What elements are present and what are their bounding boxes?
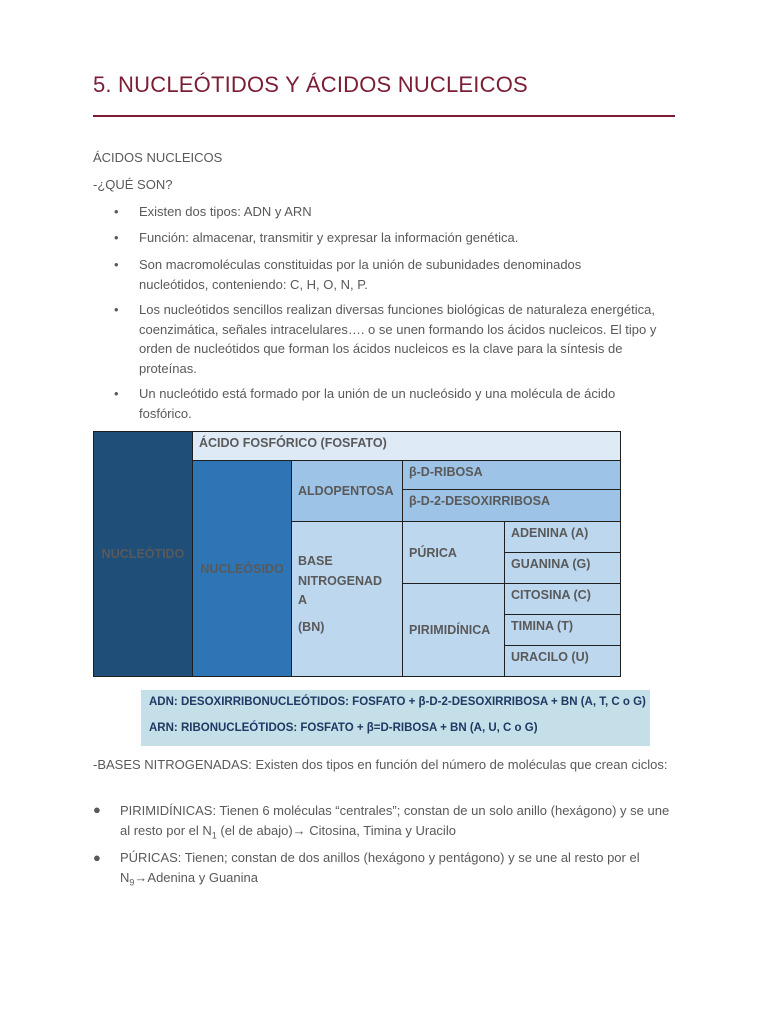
cell-nucleosido: NUCLEÓSIDO (192, 460, 292, 677)
summary-arn: ARN: RIBONUCLEÓTIDOS: FOSFATO + β=D-RIBOSA + BN (A, U, C o G) (149, 722, 538, 734)
title-rule (93, 115, 675, 117)
cell-timina: TIMINA (T) (504, 614, 621, 646)
bullet-text: Un nucleótido está formado por la unión de un nucleósido y una molécula de ácido fosfórico. (139, 386, 616, 421)
bullet-symbol: • (114, 230, 119, 245)
bullet-text: Función: almacenar, transmitir y expresar la información genética. (139, 230, 519, 245)
subscript: 9 (129, 877, 135, 888)
base-line: NITROGENAD (298, 573, 383, 588)
cell-guanina: GUANINA (G) (504, 552, 621, 584)
bases-item (120, 848, 680, 893)
bases-text: PIRIMIDÍNICAS: Tienen 6 moléculas “centrales”; constan de un solo anillo (hexágono) y se une al resto por el N (120, 803, 670, 838)
bullet-dot: ● (93, 802, 101, 817)
cell-adenina: ADENINA (A) (504, 521, 621, 553)
cell-pirimidinica: PIRIMIDÍNICA (402, 583, 505, 677)
cell-uracilo: URACILO (U) (504, 645, 621, 677)
bases-text: (el de abajo) (216, 822, 293, 838)
page-title: 5. NUCLEÓTIDOS Y ÁCIDOS NUCLEICOS (93, 72, 528, 97)
bases-result: Citosina, Timina y Uracilo (305, 822, 456, 838)
summary-adn: ADN: DESOXIRRIBONUCLEÓTIDOS: FOSFATO + β-D-2-DESOXIRRIBOSA + BN (A, T, C o G) (149, 696, 646, 708)
bases-text: PÚRICAS: Tienen; constan de dos anillos (hexágono y pentágono) y se une al resto por el N (120, 850, 640, 885)
cell-acido-fosforico: ÁCIDO FOSFÓRICO (FOSFATO) (192, 431, 621, 461)
arrow-icon: → (292, 822, 306, 838)
bases-result: Adenina y Guanina (147, 869, 258, 885)
base-line: (BN) (298, 619, 325, 634)
cell-base-nitrogenada (291, 521, 403, 677)
section-heading: ÁCIDOS NUCLEICOS (93, 150, 223, 165)
subscript: 1 (211, 830, 217, 841)
cell-citosina: CITOSINA (C) (504, 583, 621, 615)
bullet-text: Son macromoléculas constituidas por la unión de subunidades denominados nucleótidos, conteniendo: C, H, O, N, P. (139, 257, 582, 292)
bullet-text: Existen dos tipos: ADN y ARN (139, 204, 312, 219)
cell-desoxirribosa: β-D-2-DESOXIRRIBOSA (402, 489, 621, 522)
bases-intro: -BASES NITROGENADAS: Existen dos tipos en función del número de moléculas que crean ciclos: (93, 757, 668, 772)
question-heading: -¿QUÉ SON? (93, 177, 173, 192)
cell-purica: PÚRICA (402, 521, 505, 584)
base-line: BASE (298, 554, 333, 568)
bullet-symbol: • (114, 386, 119, 401)
bases-item (120, 801, 680, 846)
arrow-icon: → (134, 869, 148, 885)
cell-aldopentosa: ALDOPENTOSA (291, 460, 403, 522)
bullet-symbol: • (114, 204, 119, 219)
cell-ribosa: β-D-RIBOSA (402, 460, 621, 490)
cell-nucleotido: NUCLEÓTIDO (93, 431, 193, 677)
bullet-dot: ● (93, 850, 101, 865)
base-line: A (298, 593, 308, 607)
bullet-symbol: • (114, 257, 119, 272)
nucleotide-structure-table (93, 431, 621, 677)
bullet-text: Los nucleótidos sencillos realizan diversas funciones biológicas de naturaleza energética, coenzimática, señales intracelulares…. o se unen formando los ácidos nucleicos. El tipo y orden de nucleótidos que forman los ácidos nucleicos es la clave para la síntesis de proteínas. (139, 302, 657, 376)
bullet-symbol: • (114, 302, 119, 317)
